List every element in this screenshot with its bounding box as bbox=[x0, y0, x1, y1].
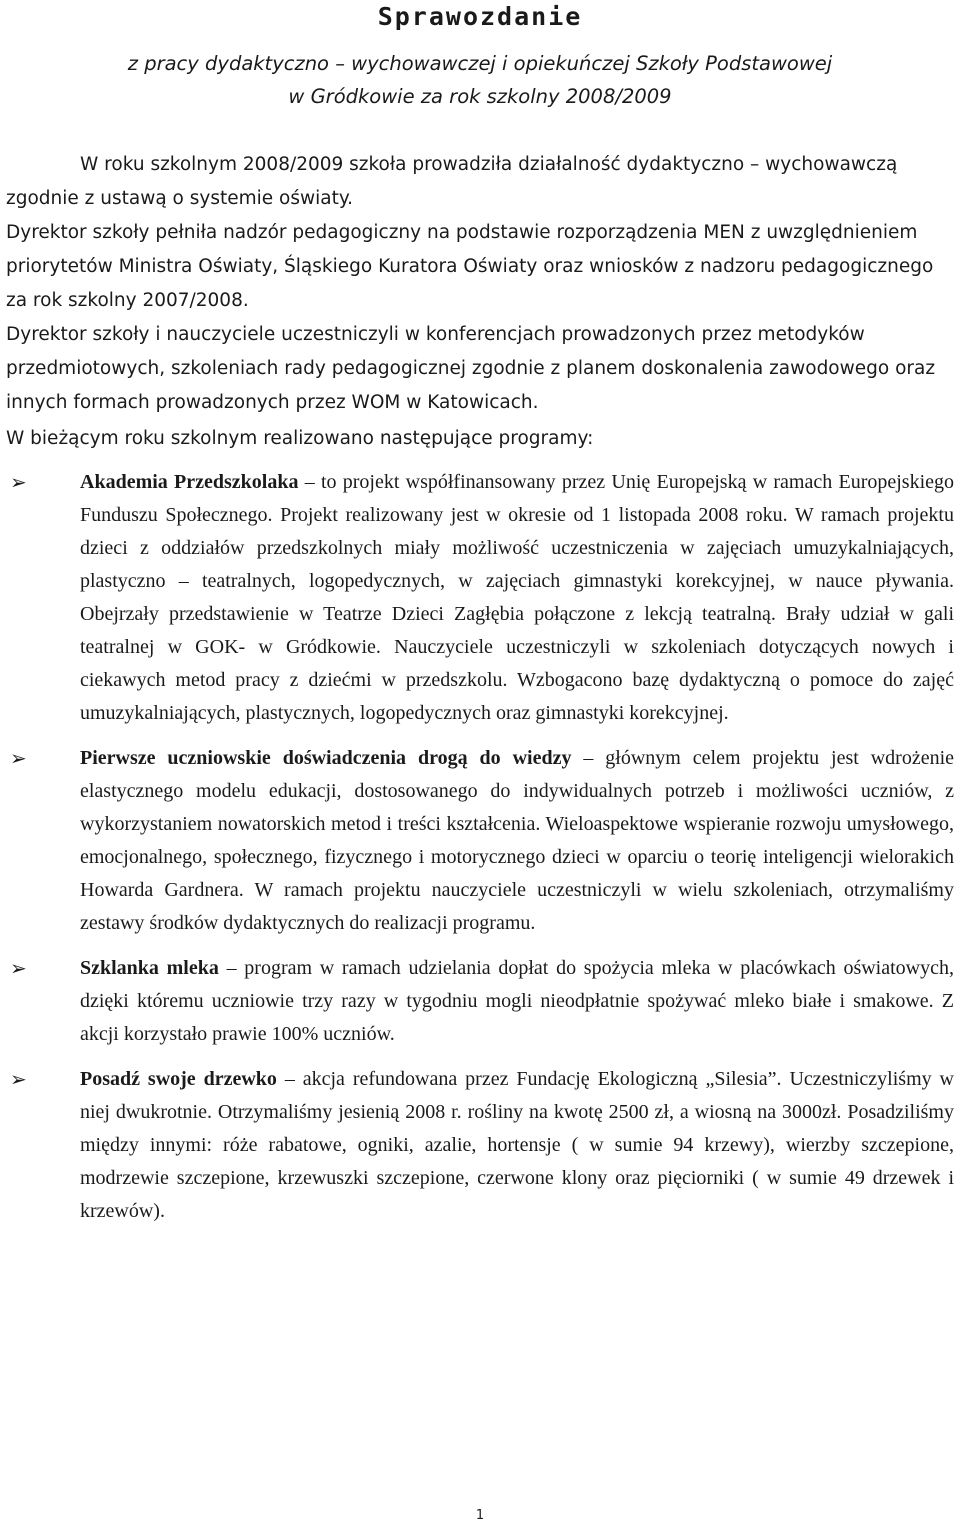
arrow-bullet-icon: ➢ bbox=[10, 1067, 27, 1091]
program-description: – to projekt współfinansowany przez Unię Europejską w ramach Europejskiego Funduszu Społecznego. Projekt realizowany jest w okresie od 1 listopada 2008 roku. W ramach projektu dzieci z oddziałów przedszkolnych miały możliwość uczestniczenia w zajęciach umuzykalniających, plastyczno – teatralnych, logopedycznych, w zajęciach gimnastyki korekcyjnej, w nauce pływania. Obejrzały przedstawienie w Teatrze Dzieci Zagłębia połączone z lekcją teatralną. Brały udział w gali teatralnej w GOK- w Gródkowie. Nauczyciele uczestniczyli w szkoleniach dotyczących nowych i ciekawych metod pracy z dziećmi w przedszkolu. Wzbogacono bazę dydaktyczną o pomoce do zajęć umuzykalniających, plastycznych, logopedycznych oraz gimnastyki korekcyjnej. bbox=[80, 471, 954, 724]
program-item-posadz-drzewko bbox=[6, 1063, 954, 1228]
program-name: Posadź swoje drzewko bbox=[80, 1068, 277, 1090]
arrow-bullet-icon: ➢ bbox=[10, 956, 27, 980]
program-item-pierwsze-doswiadczenia bbox=[6, 742, 954, 940]
program-item-akademia bbox=[6, 466, 954, 730]
program-name: Szklanka mleka bbox=[80, 957, 219, 979]
program-description: – program w ramach udzielania dopłat do spożycia mleka w placówkach oświatowych, dzięki któremu uczniowie trzy razy w tygodniu mogli nieodpłatnie spożywać mleko białe i smakowe. Z akcji korzystało prawie 100% uczniów. bbox=[80, 957, 954, 1045]
programs-list bbox=[6, 466, 954, 1228]
document-title: Sprawozdanie bbox=[377, 2, 583, 31]
program-item-szklanka-mleka bbox=[6, 952, 954, 1051]
arrow-bullet-icon: ➢ bbox=[10, 470, 27, 494]
program-name: Akademia Przedszkolaka bbox=[80, 471, 299, 493]
program-description: – głównym celem projektu jest wdrożenie elastycznego modelu edukacji, dostosowanego do indywidualnych potrzeb i możliwości uczniów, z wykorzystaniem nowatorskich metod i treści kształcenia. Wieloaspektowe wspieranie rozwoju umysłowego, emocjonalnego, społecznego, fizycznego i motorycznego dzieci w oparciu o teorię inteligencji wielorakich Howarda Gardnera. W ramach projektu nauczyciele uczestniczyli w wielu szkoleniach, otrzymaliśmy zestawy środków dydaktycznych do realizacji programu. bbox=[80, 747, 955, 934]
program-description: – akcja refundowana przez Fundację Ekologiczną „Silesia”. Uczestniczyliśmy w niej dwukrotnie. Otrzymaliśmy jesienią 2008 r. rośliny na kwotę 2500 zł, a wiosną na 3000zł. Posadziliśmy między innymi: róże rabatowe, ogniki, azalie, hortensje ( w sumie 94 krzewy), wierzby szczepione, modrzewie szczepione, krzewuszki szczepione, czerwone klony oraz pięciorniki ( w sumie 49 drzewek i krzewów). bbox=[80, 1068, 954, 1222]
intro-paragraph-4: W bieżącym roku szkolnym realizowano następujące programy: bbox=[6, 428, 594, 449]
arrow-bullet-icon: ➢ bbox=[10, 746, 27, 770]
program-name: Pierwsze uczniowskie doświadczenia drogą do wiedzy bbox=[80, 747, 572, 769]
intro-paragraph-2: Dyrektor szkoły pełniła nadzór pedagogiczny na podstawie rozporządzenia MEN z uwzględnieniem priorytetów Ministra Oświaty, Śląskiego Kuratora Oświaty oraz wniosków z nadzoru pedagogicznego za rok szkolny 2007/2008. bbox=[6, 222, 934, 311]
intro-paragraph-3: Dyrektor szkoły i nauczyciele uczestniczyli w konferencjach prowadzonych przez metodyków przedmiotowych, szkoleniach rady pedagogicznej zgodnie z planem doskonalenia zawodowego oraz innych formach prowadzonych przez WOM w Katowicach. bbox=[6, 324, 936, 413]
intro-paragraph-1: W roku szkolnym 2008/2009 szkoła prowadziła działalność dydaktyczno – wychowawczą zgodnie z ustawą o systemie oświaty. bbox=[6, 154, 898, 209]
page-number: 1 bbox=[475, 1508, 485, 1523]
document-subtitle bbox=[6, 47, 954, 113]
subtitle-line-1: z pracy dydaktyczno – wychowawczej i opiekuńczej Szkoły Podstawowej bbox=[127, 52, 833, 75]
subtitle-line-2: w Gródkowie za rok szkolny 2008/2009 bbox=[288, 85, 672, 108]
